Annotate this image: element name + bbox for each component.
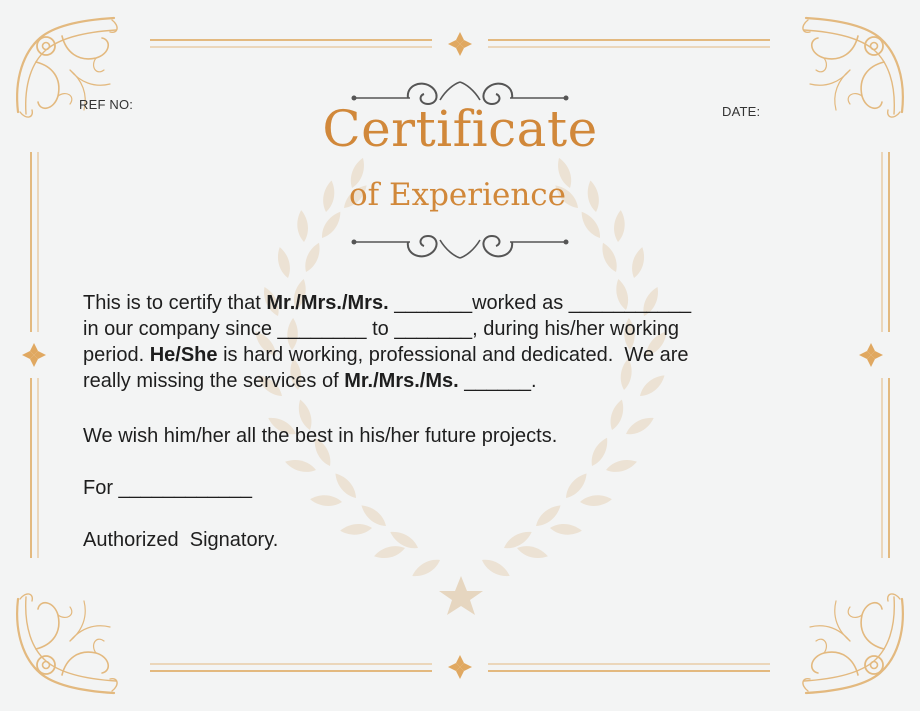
body-line-4-end: ______. <box>458 370 537 392</box>
body-line-4-title: Mr./Mrs./Ms. <box>344 370 459 392</box>
for-company-line: For ____________ <box>83 477 253 499</box>
date-label: DATE: <box>722 104 761 119</box>
diamond-ornament-bottom <box>448 655 472 679</box>
body-line-1-end: _______worked as ___________ <box>388 292 692 314</box>
title-ornament-bottom <box>352 236 569 258</box>
authorized-signatory: Authorized Signatory. <box>83 529 279 551</box>
diamond-ornament-right <box>859 343 883 367</box>
certificate-body-paragraph <box>83 290 843 394</box>
certificate-title: Certificate <box>322 100 598 158</box>
corner-flourish-bottom-right <box>803 594 903 693</box>
body-line-1-start: This is to certify that <box>83 292 267 314</box>
wish-statement: We wish him/her all the best in his/her future projects. <box>83 425 558 447</box>
corner-flourish-top-right <box>803 18 903 117</box>
body-line-4-start: really missing the services of <box>83 370 345 392</box>
body-line-3 <box>83 342 843 368</box>
body-line-3-end: is hard working, professional and dedicated. We are <box>217 344 689 366</box>
body-line-3-pronoun: He/She <box>149 344 218 366</box>
ref-no-label: REF NO: <box>79 97 134 112</box>
diamond-ornament-top <box>448 32 472 56</box>
body-line-1 <box>83 290 843 316</box>
certificate-subtitle: of Experience <box>348 177 567 213</box>
body-line-3-start: period. <box>83 344 150 366</box>
diamond-ornament-left <box>22 343 46 367</box>
body-line-4 <box>83 368 843 394</box>
body-line-2: in our company since ________ to _______, during his/her working <box>83 318 679 340</box>
corner-flourish-bottom-left <box>17 594 117 693</box>
body-line-1-title: Mr./Mrs./Mrs. <box>266 292 389 314</box>
